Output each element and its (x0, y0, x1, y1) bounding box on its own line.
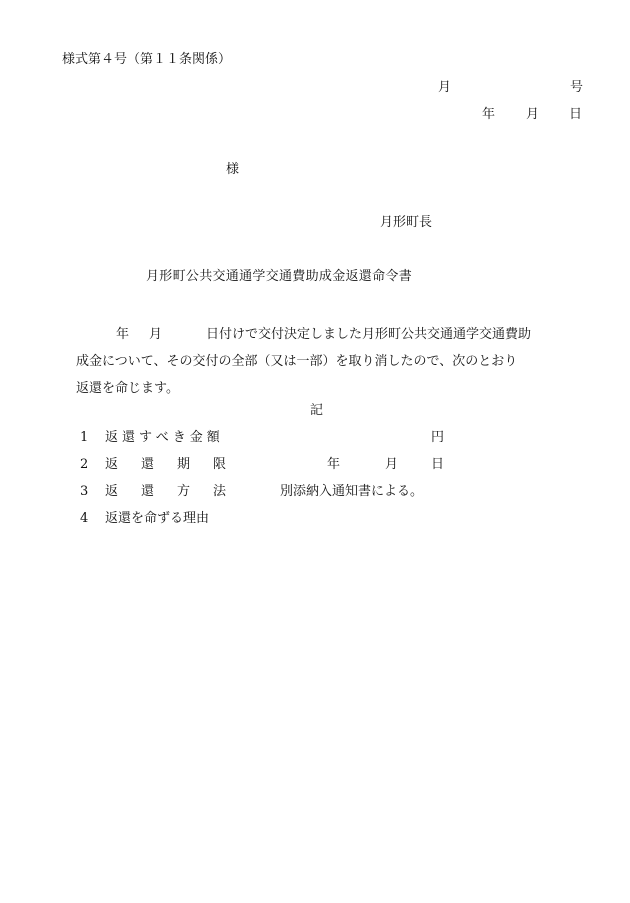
body-year: 年 (116, 327, 130, 342)
body-line-2: 成金について、その交付の全部（又は一部）を取り消したので、次のとおり (76, 354, 518, 369)
item-number: 4 (80, 511, 89, 526)
document-number-month: 月 (438, 80, 452, 95)
issue-date-day: 日 (569, 107, 583, 122)
deadline-month: 月 (385, 457, 399, 472)
item-number: 2 (80, 457, 89, 472)
notes-label: 記 (310, 403, 324, 418)
issue-date-year: 年 (482, 107, 496, 122)
document-number-suffix: 号 (570, 80, 584, 95)
deadline-day: 日 (431, 457, 445, 472)
document-title: 月形町公共交通通学交通費助成金返還命令書 (146, 269, 413, 284)
deadline-date (327, 458, 444, 471)
body-month: 月 (149, 327, 163, 342)
item-amount (80, 431, 224, 444)
addressee-honorific: 様 (226, 162, 240, 177)
body-paragraph (76, 321, 591, 402)
item-method (80, 485, 249, 498)
item-label: 返還期限 (105, 457, 250, 472)
sender-name: 月形町長 (380, 215, 433, 230)
item-number: 1 (80, 430, 89, 445)
body-line-3: 返還を命じます。 (76, 381, 179, 396)
body-line-1 (76, 321, 591, 348)
deadline-year: 年 (327, 457, 341, 472)
form-number: 様式第４号（第１１条関係） (62, 52, 232, 67)
item-label: 返還すべき金額 (105, 430, 224, 445)
method-value: 別添納入通知書による。 (280, 484, 424, 499)
issue-date-month: 月 (526, 107, 540, 122)
item-reason (80, 512, 209, 525)
amount-unit: 円 (431, 430, 445, 445)
item-label: 返還方法 (105, 484, 250, 499)
body-line-1-text: 日付けで交付決定しました月形町公共交通通学交通費助 (206, 327, 532, 342)
item-label: 返還を命ずる理由 (105, 511, 210, 526)
item-number: 3 (80, 484, 89, 499)
issue-date (482, 108, 582, 121)
item-deadline (80, 458, 249, 471)
